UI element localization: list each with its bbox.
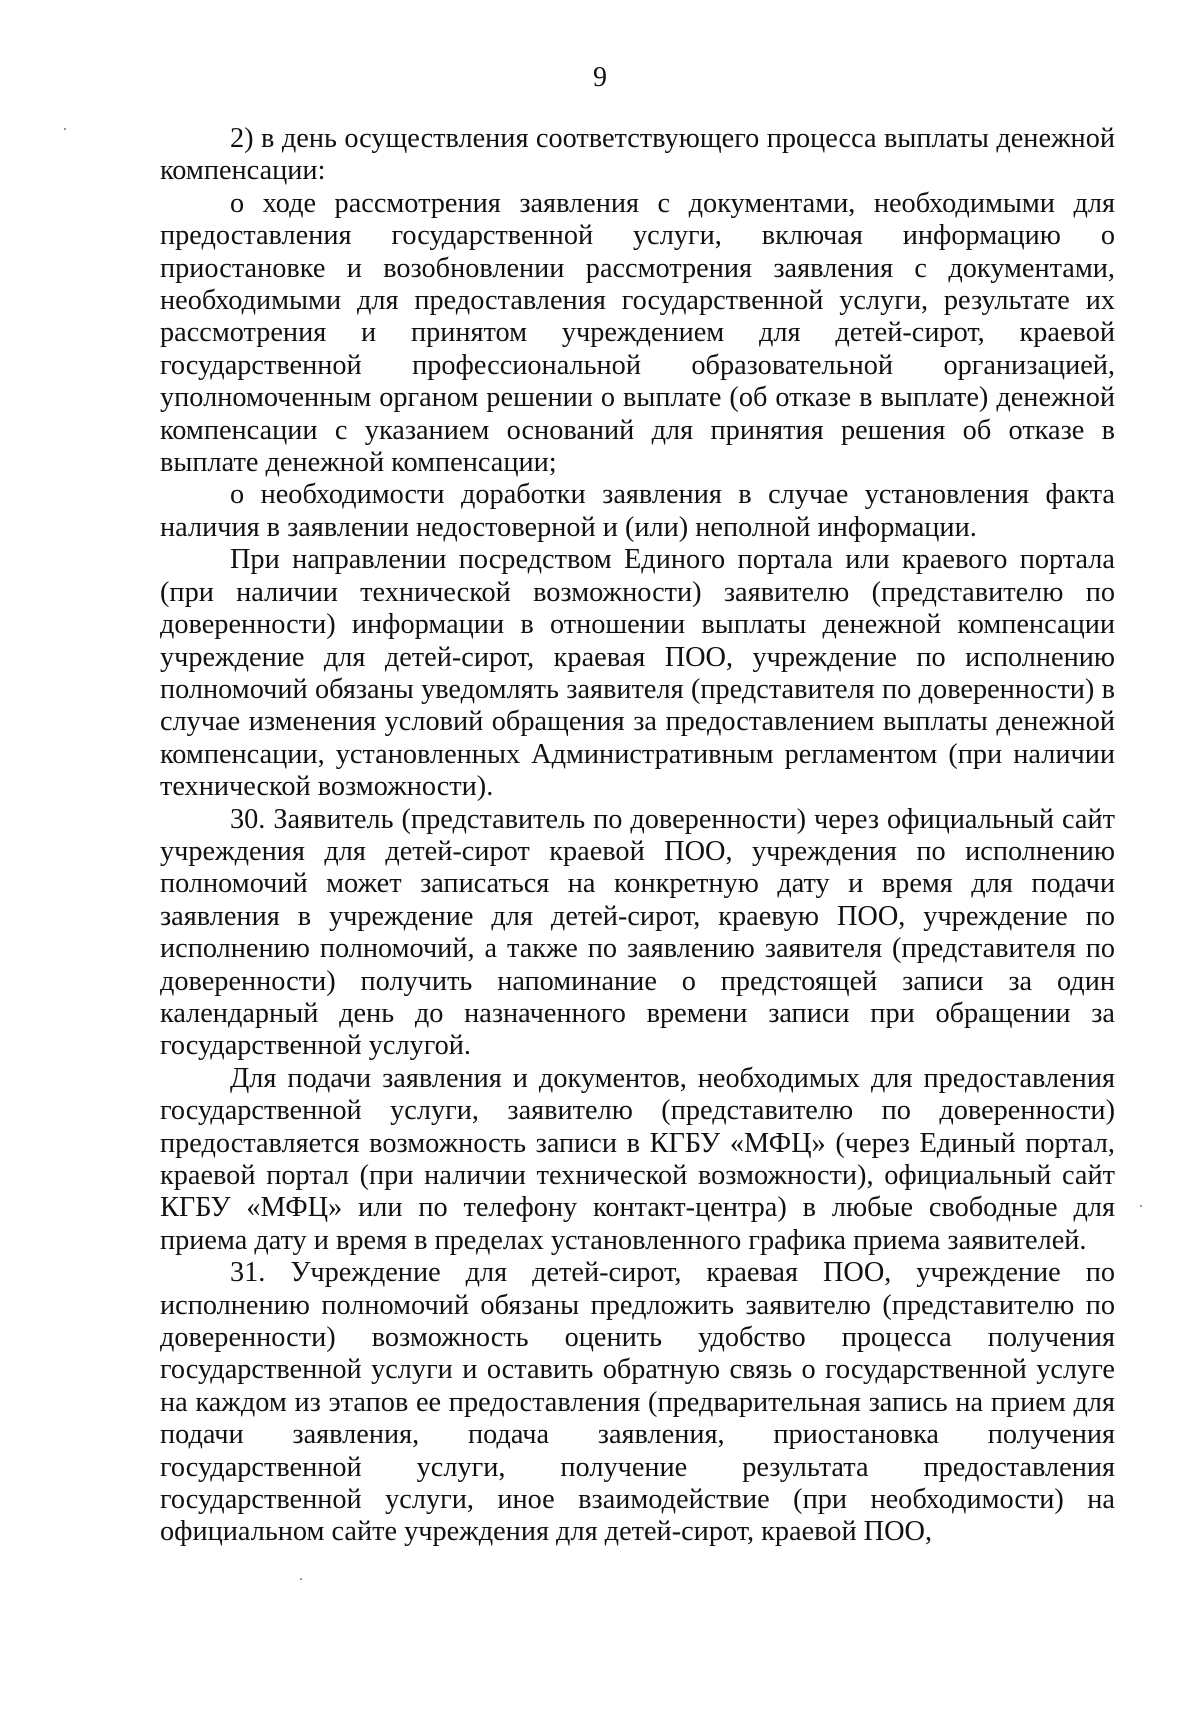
paragraph-revision-needed: о необходимости доработки заявления в случае установления факта наличия в заявлении недостоверной и (или) неполной информации. — [160, 479, 1115, 543]
scan-speck — [300, 1578, 302, 1580]
paragraph-item-31-feedback: 31. Учреждение для детей-сирот, краевая ПОО, учреждение по исполнению полномочий обязаны предложить заявителю (представителю по доверенности) возможность оценить удобство процесса получения государственной услуги и оставить обратную связь о государственной услуге на каждом из этапов ее предоставления (предварительная запись на прием для подачи заявления, подача заявления, приостановка получения государственной услуги, получение результата предоставления государственной услуги, иное взаимодействие (при необходимости) на официальном сайте учреждения для детей-сирот, краевой ПОО, — [160, 1257, 1115, 1548]
scan-speck — [1140, 1205, 1142, 1207]
paragraph-mfc-appointment: Для подачи заявления и документов, необходимых для предоставления государственной услуги, заявителю (представителю по доверенности) предоставляется возможность записи в КГБУ «МФЦ» (через Единый портал, краевой портал (при наличии технической возможности), официальный сайт КГБУ «МФЦ» или по телефону контакт-центра) в любые свободные для приема дату и время в пределах установленного графика приема заявителей. — [160, 1062, 1115, 1256]
body-text — [160, 123, 1115, 1549]
page-number: 9 — [593, 62, 607, 93]
paragraph-portal-notification: При направлении посредством Единого портала или краевого портала (при наличии технической возможности) заявителю (представителю по доверенности) информации в отношении выплаты денежной компенсации учреждение для детей-сирот, краевая ПОО, учреждение по исполнению полномочий обязаны уведомлять заявителя (представителя по доверенности) в случае изменения условий обращения за предоставлением выплаты денежной компенсации, установленных Административным регламентом (при наличии технической возможности). — [160, 544, 1115, 803]
paragraph-item-30-appointment: 30. Заявитель (представитель по доверенности) через официальный сайт учреждения для детей-сирот краевой ПОО, учреждения по исполнению полномочий может записаться на конкретную дату и время для подачи заявления в учреждение для детей-сирот, краевую ПОО, учреждение по исполнению полномочий, а также по заявлению заявителя (представителя по доверенности) получить напоминание о предстоящей записи за один календарный день до назначенного времени записи при обращении за государственной услугой. — [160, 803, 1115, 1062]
paragraph-item-2-notification-day: 2) в день осуществления соответствующего процесса выплаты денежной компенсации: — [160, 123, 1115, 187]
paragraph-review-progress: о ходе рассмотрения заявления с документами, необходимыми для предоставления государственной услуги, включая информацию о приостановке и возобновлении рассмотрения заявления с документами, необходимыми для предоставления государственной услуги, результате их рассмотрения и принятом учреждением для детей-сирот, краевой государственной профессиональной образовательной организацией, уполномоченным органом решении о выплате (об отказе в выплате) денежной компенсации с указанием оснований для принятия решения об отказе в выплате денежной компенсации; — [160, 187, 1115, 479]
scan-speck — [64, 128, 66, 130]
